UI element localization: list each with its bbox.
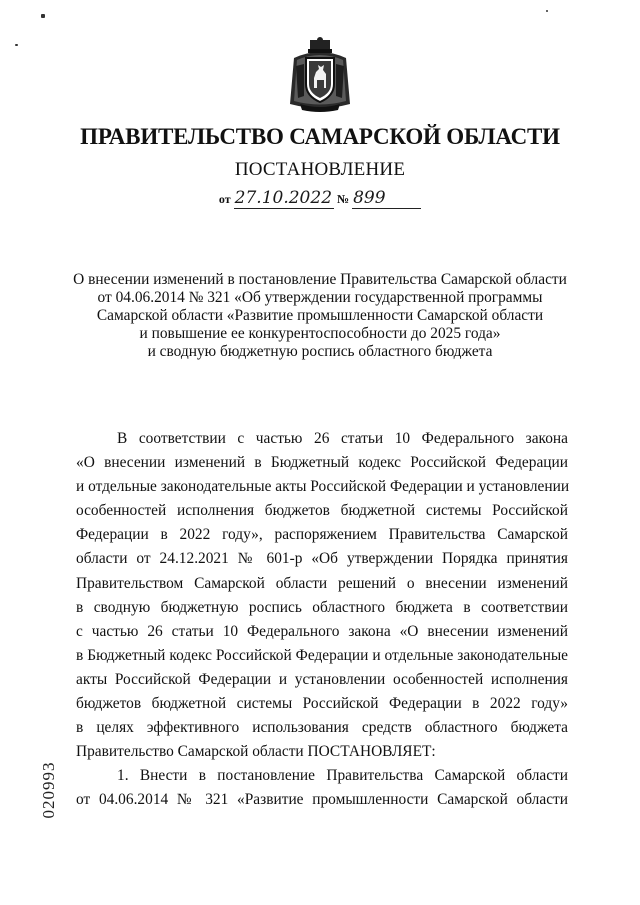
- body-line: В соответствии с частью 26 статьи 10 Федерального закона: [117, 430, 568, 447]
- date-prefix: от: [218, 192, 231, 206]
- date-value: 27.10.2022: [234, 188, 333, 208]
- body-line: «О внесении изменений в Бюджетный кодекс Российской Федерации: [76, 454, 568, 472]
- body-line: акты Российской Федерации и установлении особенностей исполнения: [76, 670, 568, 688]
- body-line: Федерации в 2022 году», распоряжением Правительства Самарской: [76, 526, 568, 544]
- body-line: в сводную бюджетную роспись областного бюджета в соответствии: [76, 598, 568, 616]
- subject-line: и повышение ее конкурентоспособности до 2025 года»: [139, 325, 501, 342]
- body-line: особенностей исполнения бюджетов бюджетной системы Российской: [76, 502, 568, 520]
- date-number-line: [0, 190, 640, 209]
- scan-speck: [41, 14, 45, 18]
- body-line: в целях эффективного использования средств областного бюджета: [76, 719, 568, 737]
- organization-title: ПРАВИТЕЛЬСТВО САМАРСКОЙ ОБЛАСТИ: [80, 124, 560, 149]
- body-line: 1. Внести в постановление Правительства Самарской области: [117, 767, 568, 785]
- subject-line: О внесении изменений в постановление Правительства Самарской области: [73, 271, 567, 288]
- number-value: 899: [353, 188, 386, 208]
- body-line: с частью 26 статьи 10 Федерального закона «О внесении изменений: [76, 622, 568, 640]
- scan-speck: [15, 44, 18, 46]
- number-prefix: №: [337, 192, 350, 206]
- document-body: [76, 427, 568, 813]
- document-subject: [60, 271, 580, 361]
- document-type: ПОСТАНОВЛЕНИЕ: [234, 159, 406, 180]
- scan-speck: [546, 10, 548, 12]
- side-registration-number: [34, 750, 64, 840]
- side-number-text: 020993: [39, 761, 58, 819]
- body-line: от 04.06.2014 № 321 «Развитие промышленности Самарской области: [76, 791, 568, 809]
- body-line: области от 24.12.2021 № 601-р «Об утверждении Порядка принятия: [76, 550, 568, 568]
- body-line: в Бюджетный кодекс Российской Федерации и отдельные законодательные: [76, 646, 568, 664]
- body-line: и отдельные законодательные акты Российской Федерации и установлении: [76, 478, 570, 496]
- body-line: Правительство Самарской области ПОСТАНОВЛЯЕТ:: [76, 743, 436, 761]
- subject-line: и сводную бюджетную роспись областного бюджета: [147, 343, 493, 360]
- body-line: бюджетов бюджетной системы Российской Федерации в 2022 году»: [76, 695, 568, 713]
- coat-of-arms-icon: [288, 36, 352, 114]
- subject-line: от 04.06.2014 № 321 «Об утверждении государственной программы: [97, 289, 543, 306]
- body-line: Правительством Самарской области решений о внесении изменений: [76, 574, 568, 592]
- subject-line: Самарской области «Развитие промышленности Самарской области: [96, 307, 544, 324]
